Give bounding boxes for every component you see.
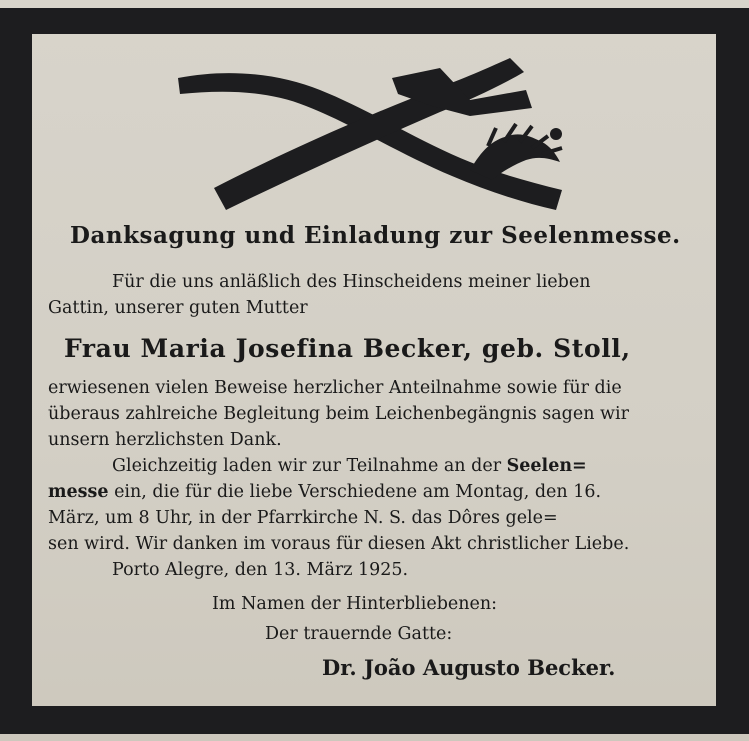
cross-with-palm-icon	[170, 50, 580, 215]
spouse-line: Der trauernde Gatte:	[265, 624, 453, 644]
text-line: Gattin, unserer guten Mutter	[48, 298, 308, 318]
text-line: überaus zahlreiche Begleitung beim Leichenbegängnis sagen wir	[48, 404, 629, 424]
mourning-border-bottom	[0, 706, 749, 734]
place-and-date: Porto Alegre, den 13. März 1925.	[112, 560, 409, 580]
deceased-name: Frau Maria Josefina Becker, geb. Stoll,	[64, 334, 631, 363]
text-content: Für die uns anläßlich des Hinscheidens meiner lieben	[112, 272, 591, 292]
text-emphasis: Seelen=	[506, 456, 587, 476]
text-line: erwiesenen vielen Beweise herzlicher Anteilnahme sowie für die	[48, 378, 622, 398]
text-content: Gleichzeitig laden wir zur Teilnahme an der	[112, 456, 502, 476]
text-line	[112, 456, 698, 476]
text-emphasis: messe	[48, 482, 109, 502]
text-line	[112, 272, 697, 292]
on-behalf-line: Im Namen der Hinterbliebenen:	[212, 594, 498, 614]
mourning-border-right	[716, 8, 749, 734]
notice-heading: Danksagung und Einladung zur Seelenmesse.	[70, 222, 681, 249]
text-content: ein, die für die liebe Verschiedene am Montag, den 16.	[114, 482, 602, 502]
text-line: unsern herzlichsten Dank.	[48, 430, 282, 450]
text-line	[48, 482, 698, 502]
text-line: sen wird. Wir danken im voraus für diesen Akt christlicher Liebe.	[48, 534, 630, 554]
mourning-border-top	[0, 8, 749, 34]
signature: Dr. João Augusto Becker.	[322, 655, 616, 680]
text-line: März, um 8 Uhr, in der Pfarrkirche N. S. das Dôres gele=	[48, 508, 558, 528]
mourning-border-left	[0, 8, 32, 734]
